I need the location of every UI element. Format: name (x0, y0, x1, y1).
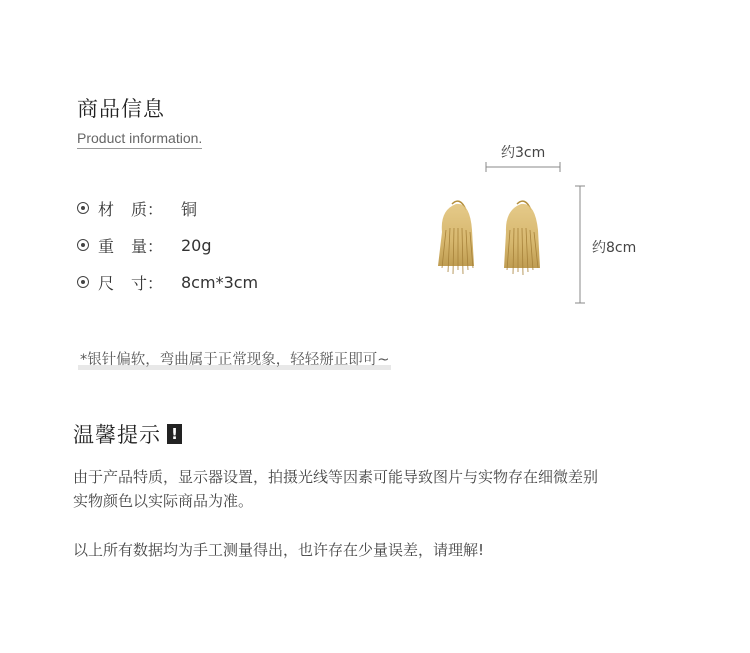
spec-value: 8cm*3cm (181, 272, 259, 292)
tips-title (73, 419, 182, 449)
tips-title-text: 温馨提示 (73, 423, 161, 447)
exclamation-icon: ! (167, 424, 182, 444)
spec-label: 材 质： (98, 199, 163, 219)
tips-paragraph-2: 以上所有数据均为手工测量得出，也许存在少量误差，请理解! (73, 541, 485, 559)
spec-label: 尺 寸： (98, 273, 163, 293)
tips-paragraph-1 (73, 465, 673, 513)
bullet-icon (77, 202, 89, 214)
bullet-icon (77, 239, 89, 251)
width-dimension-label: 约3cm (501, 145, 546, 161)
tassel-earrings-icon (420, 140, 660, 315)
care-note: *银针偏软，弯曲属于正常现象，轻轻掰正即可~ (78, 348, 391, 370)
spec-row-weight (77, 234, 212, 256)
spec-row-material (77, 197, 197, 219)
tips-paragraph-1-line-2: 实物颜色以实际商品为准。 (73, 492, 254, 510)
section-title: 商品信息 (77, 97, 165, 121)
tips-paragraph-1-line-1: 由于产品特质，显示器设置，拍摄光线等因素可能导致图片与实物存在细微差别 (73, 468, 599, 486)
spec-row-size (77, 271, 258, 293)
section-subtitle: Product information. (77, 130, 202, 149)
bullet-icon (77, 276, 89, 288)
spec-value: 20g (181, 235, 212, 255)
height-dimension-label: 约8cm (592, 240, 637, 256)
product-image (420, 140, 660, 315)
spec-value: 铜 (181, 199, 198, 219)
spec-label: 重 量： (98, 236, 163, 256)
